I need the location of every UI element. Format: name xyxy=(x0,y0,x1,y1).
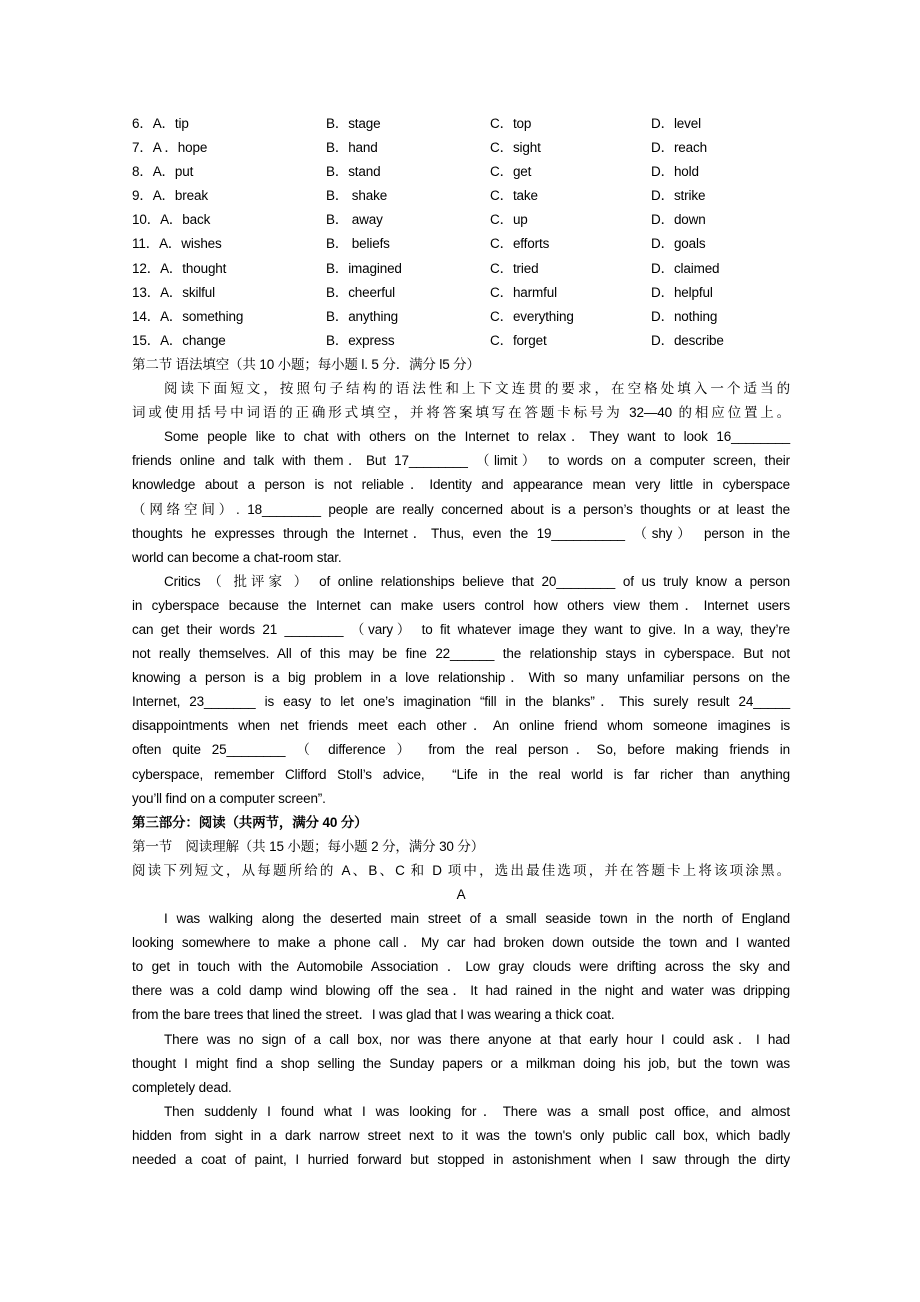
passage-text-line: looking somewhere to make a phone call．My car had broken down outside the town and I wanted xyxy=(132,935,790,951)
option-cell: 14．A．something xyxy=(132,308,244,324)
passage-a-label: A xyxy=(456,887,466,902)
option-cell: D．hold xyxy=(651,164,699,180)
passage-text-line: needed a coat of paint, I hurried forward but stopped in astonishment when I saw through the dirty xyxy=(132,1152,790,1168)
option-cell: B．anything xyxy=(326,308,399,324)
option-row xyxy=(132,232,790,256)
option-row xyxy=(132,112,790,136)
option-cell: C．forget xyxy=(490,332,547,348)
cloze-text-line: can get their words 21 ________ （vary） to fit whatever image they want to give. In a way, they’re xyxy=(132,621,790,637)
option-cell: C．sight xyxy=(490,140,541,156)
option-cell: 12．A．thought xyxy=(132,260,227,276)
cloze-text-line: （网络空间）. 18________ people are really concerned about is a person’s thoughts or at least the xyxy=(132,501,790,517)
option-cell: C．harmful xyxy=(490,284,557,300)
option-cell: D．describe xyxy=(651,332,724,348)
option-cell: B．imagined xyxy=(326,260,402,276)
option-cell: D．claimed xyxy=(651,260,720,276)
option-row xyxy=(132,136,790,160)
document-body xyxy=(132,353,790,1172)
option-cell: B．hand xyxy=(326,140,378,156)
cloze-text-line: world can become a chat-room star. xyxy=(132,549,342,565)
passage-text-line: to get in touch with the Automobile Association ．Low gray clouds were drifting across the sky and xyxy=(132,959,790,975)
option-cell: C．efforts xyxy=(490,236,550,252)
option-row xyxy=(132,184,790,208)
passage-text-line: I was walking along the deserted main street of a small seaside town in the north of England xyxy=(164,911,790,927)
cloze-text-line: friends online and talk with them．But 17________ （limit） to words on a computer screen, their xyxy=(132,453,790,469)
option-cell: C．top xyxy=(490,116,532,131)
option-cell: D．down xyxy=(651,212,706,228)
option-cell: B．stage xyxy=(326,116,381,131)
cloze-text-line: disappointments when net friends meet each other．An online friend whom someone imagines is xyxy=(132,718,790,734)
passage-text-line: Then suddenly I found what I was looking for．There was a small post office, and almost xyxy=(164,1103,790,1119)
option-cell: D．reach xyxy=(651,140,707,156)
passage-text-line: There was no sign of a call box, nor was there anyone at that early hour I could ask．I had xyxy=(164,1031,790,1047)
instruction-line: 阅读下面短文，按照句子结构的语法性和上下文连贯的要求，在空格处填入一个适当的 xyxy=(164,381,790,397)
option-cell: D．helpful xyxy=(651,284,713,300)
passage-text-line: there was a cold damp wind blowing off the sea．It had rained in the night and water was dripping xyxy=(132,983,790,999)
option-cell: D．level xyxy=(651,116,701,131)
option-cell: C．up xyxy=(490,212,528,228)
instruction-line: 词或使用括号中词语的正确形式填空，并将答案填写在答题卡标号为 32—40 的相应位置上。 xyxy=(132,405,790,421)
cloze-text-line: Internet, 23_______ is easy to let one’s imagination “fill in the blanks”．This surely result 24_____ xyxy=(132,694,790,710)
option-cell: 7．A ．hope xyxy=(132,140,208,156)
option-cell: C．get xyxy=(490,164,532,180)
cloze-text-line: you’ll find on a computer screen”. xyxy=(132,790,326,806)
part3-heading: 第三部分：阅读（共两节，满分 40 分） xyxy=(132,814,368,830)
option-cell: 11．A．wishes xyxy=(132,236,222,252)
option-cell: 9．A．break xyxy=(132,188,208,204)
instruction-line: 阅读下列短文，从每题所给的 A、B、C 和 D 项中，选出最佳选项，并在答题卡上将该项涂黑。 xyxy=(132,862,790,878)
option-cell: C．everything xyxy=(490,308,574,324)
option-cell: 6．A．tip xyxy=(132,116,189,131)
option-cell: D．strike xyxy=(651,188,706,204)
option-cell: D．nothing xyxy=(651,308,718,324)
option-cell: B． shake xyxy=(326,188,388,204)
cloze-text-line: Some people like to chat with others on the Internet to relax．They want to look 16________ xyxy=(164,429,790,445)
document-content xyxy=(132,112,790,1172)
option-cell: B．stand xyxy=(326,164,381,180)
option-cell: B． beliefs xyxy=(326,236,390,252)
cloze-text-line: thoughts he expresses through the Internet．Thus, even the 19__________ （shy） person in the xyxy=(132,525,790,541)
cloze-text-line: cyberspace, remember Clifford Stoll’s advice, “Life in the real world is far richer than anything xyxy=(132,766,790,782)
option-cell: C．take xyxy=(490,188,538,204)
option-cell: B．cheerful xyxy=(326,284,396,300)
cloze-text-line: not really themselves. All of this may be fine 22______ the relationship stays in cyberspace. But not xyxy=(132,646,790,662)
passage-text-line: hidden from sight in a dark narrow street next to it was the town's only public call box, which badly xyxy=(132,1127,790,1143)
cloze-text-line: often quite 25________ （ difference ） from the real person．So, before making friends in xyxy=(132,742,790,758)
option-cell: D．goals xyxy=(651,236,706,252)
option-row xyxy=(132,208,790,232)
cloze-text-line: Critics （ 批评家 ） of online relationships believe that 20________ of us truly know a person xyxy=(164,573,790,589)
option-row xyxy=(132,281,790,305)
option-cell: 13．A．skilful xyxy=(132,284,215,300)
cloze-text-line: in cyberspace because the Internet can make users control how others view them．Internet users xyxy=(132,597,790,613)
section2-heading: 第二节 语法填空（共 10 小题；每小题 l. 5 分．满分 l5 分） xyxy=(132,356,480,372)
option-cell: C．tried xyxy=(490,260,539,276)
section1-heading: 第一节 阅读理解（共 15 小题；每小题 2 分，满分 30 分） xyxy=(132,838,485,854)
option-cell: 10．A．back xyxy=(132,212,211,228)
option-cell: 15．A．change xyxy=(132,332,226,348)
cloze-text-line: knowing a person is a big problem in a love relationship．With so many unfamiliar persons on the xyxy=(132,670,790,686)
option-row xyxy=(132,305,790,329)
passage-text-line: thought I might find a shop selling the Sunday papers or a milkman doing his job, but the town was xyxy=(132,1055,790,1071)
option-cell: B． away xyxy=(326,212,383,228)
passage-text-line: completely dead. xyxy=(132,1079,232,1095)
option-cell: 8．A．put xyxy=(132,164,194,180)
option-row xyxy=(132,257,790,281)
passage-text-line: from the bare trees that lined the street．I was glad that I was wearing a thick coat. xyxy=(132,1007,615,1023)
cloze-text-line: knowledge about a person is not reliable．Identity and appearance mean very little in cyberspace xyxy=(132,477,790,493)
option-row xyxy=(132,329,790,353)
option-cell: B．express xyxy=(326,332,395,348)
options-table xyxy=(132,112,790,353)
option-row xyxy=(132,160,790,184)
